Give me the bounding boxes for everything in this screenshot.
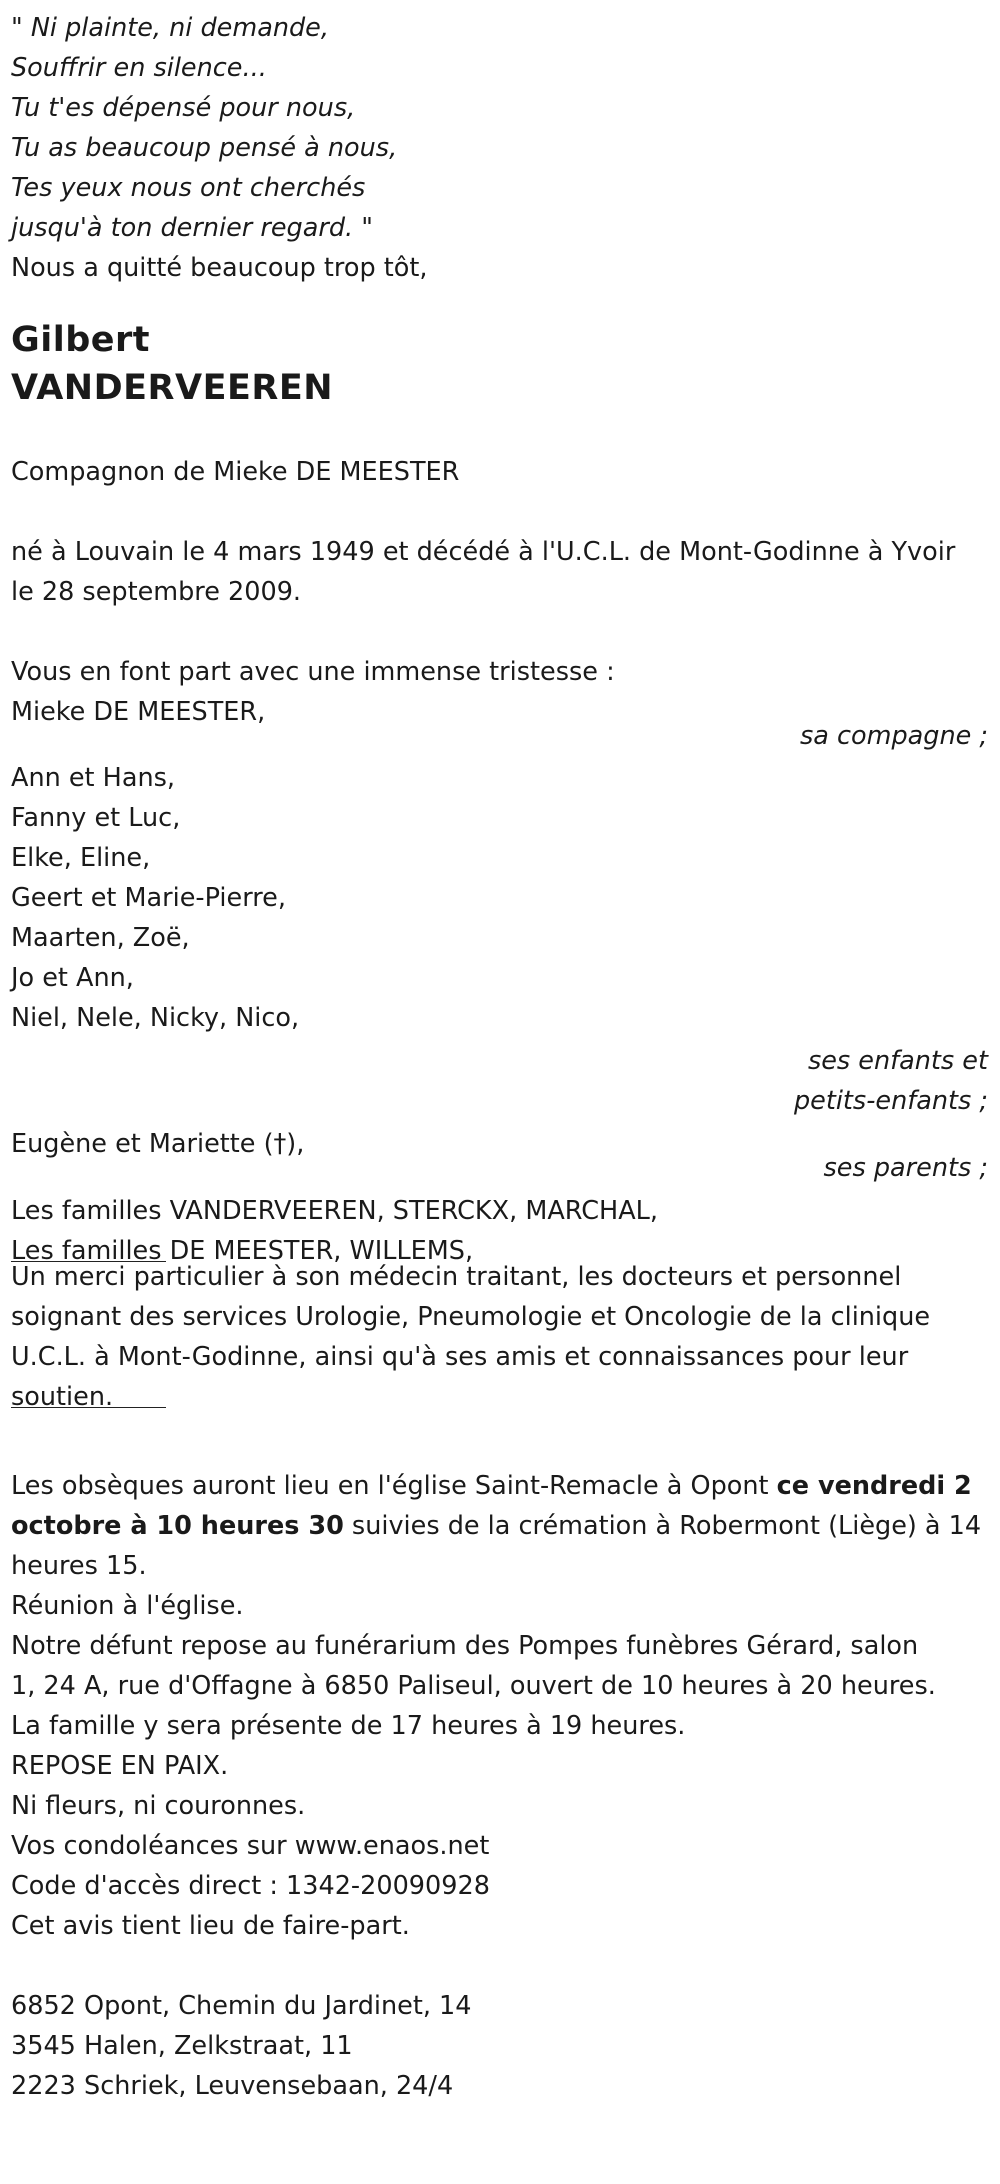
funeral-time-bold: octobre à 10 heures 30: [11, 1511, 344, 1541]
poem-line: " Ni plainte, ni demande,: [11, 13, 329, 43]
detail-line: Notre défunt repose au funérarium des Pompes funèbres Gérard, salon: [11, 1631, 919, 1661]
detail-line: Réunion à l'église.: [11, 1591, 244, 1621]
parents-name: Eugène et Mariette (†),: [11, 1129, 305, 1159]
poem-line: Tes yeux nous ont cherchés: [11, 173, 366, 203]
children-role: petits-enfants ;: [793, 1086, 988, 1116]
children-list: [11, 758, 988, 1038]
partner-role: sa compagne ;: [799, 721, 988, 751]
partner-name: Mieke DE MEESTER,: [11, 697, 266, 727]
address-line: 2223 Schriek, Leuvensebaan, 24/4: [11, 2071, 454, 2101]
family-line: Les familles DE MEESTER, WILLEMS,: [11, 1236, 474, 1266]
detail-line: Code d'accès direct : 1342-20090928: [11, 1871, 490, 1901]
thanks-paragraph: [11, 1257, 988, 1417]
funeral-date-bold: ce vendredi 2: [776, 1471, 972, 1501]
list-item: Geert et Marie-Pierre,: [11, 883, 286, 913]
deceased-first-name: Gilbert: [11, 320, 151, 360]
funeral-paragraph: [11, 1466, 988, 1586]
detail-line: 1, 24 A, rue d'Offagne à 6850 Paliseul, ouvert de 10 heures à 20 heures.: [11, 1671, 936, 1701]
family-line: Les familles VANDERVEEREN, STERCKX, MARCHAL,: [11, 1196, 658, 1226]
list-item: Ann et Hans,: [11, 763, 176, 793]
poem-line: jusqu'à ton dernier regard. ": [11, 213, 373, 243]
detail-line: REPOSE EN PAIX.: [11, 1751, 229, 1781]
thanks-line: Un merci particulier à son médecin traitant, les docteurs et personnel: [11, 1262, 902, 1292]
poem-line: Tu as beaucoup pensé à nous,: [11, 133, 398, 163]
detail-line: La famille y sera présente de 17 heures à 19 heures.: [11, 1711, 686, 1741]
parents-role: ses parents ;: [823, 1153, 988, 1183]
birth-death-line: né à Louvain le 4 mars 1949 et décédé à l'U.C.L. de Mont-Godinne à Yvoir: [11, 537, 956, 567]
list-item: Elke, Eline,: [11, 843, 151, 873]
details-list: [11, 1586, 988, 1946]
address-line: 6852 Opont, Chemin du Jardinet, 14: [11, 1991, 472, 2021]
thanks-line: soutien.: [11, 1382, 114, 1412]
list-item: Niel, Nele, Nicky, Nico,: [11, 1003, 300, 1033]
detail-line: Vos condoléances sur www.enaos.net: [11, 1831, 490, 1861]
companion-text: Compagnon de Mieke DE MEESTER: [11, 457, 460, 487]
birth-death-line: le 28 septembre 2009.: [11, 577, 302, 607]
poem: [11, 8, 988, 248]
deceased-last-name: VANDERVEEREN: [11, 368, 334, 408]
funeral-text: heures 15.: [11, 1551, 147, 1581]
poem-line: Souffrir en silence...: [11, 53, 267, 83]
addresses-list: [11, 1986, 988, 2106]
address-line: 3545 Halen, Zelkstraat, 11: [11, 2031, 353, 2061]
intro-text: Nous a quitté beaucoup trop tôt,: [11, 253, 428, 283]
list-item: Maarten, Zoë,: [11, 923, 190, 953]
separator-line: [11, 1407, 166, 1408]
list-item: Jo et Ann,: [11, 963, 134, 993]
children-role: ses enfants et: [807, 1046, 988, 1076]
detail-line: Cet avis tient lieu de faire-part.: [11, 1911, 410, 1941]
funeral-text: Les obsèques auront lieu en l'église Saint-Remacle à Opont: [11, 1471, 777, 1501]
funeral-text: suivies de la crémation à Robermont (Liège) à 14: [343, 1511, 982, 1541]
separator-line: [11, 1261, 166, 1262]
thanks-line: soignant des services Urologie, Pneumologie et Oncologie de la clinique: [11, 1302, 931, 1332]
list-item: Fanny et Luc,: [11, 803, 181, 833]
detail-line: Ni fleurs, ni couronnes.: [11, 1791, 306, 1821]
thanks-line: U.C.L. à Mont-Godinne, ainsi qu'à ses amis et connaissances pour leur: [11, 1342, 909, 1372]
announce-text: Vous en font part avec une immense tristesse :: [11, 657, 615, 687]
poem-line: Tu t'es dépensé pour nous,: [11, 93, 356, 123]
